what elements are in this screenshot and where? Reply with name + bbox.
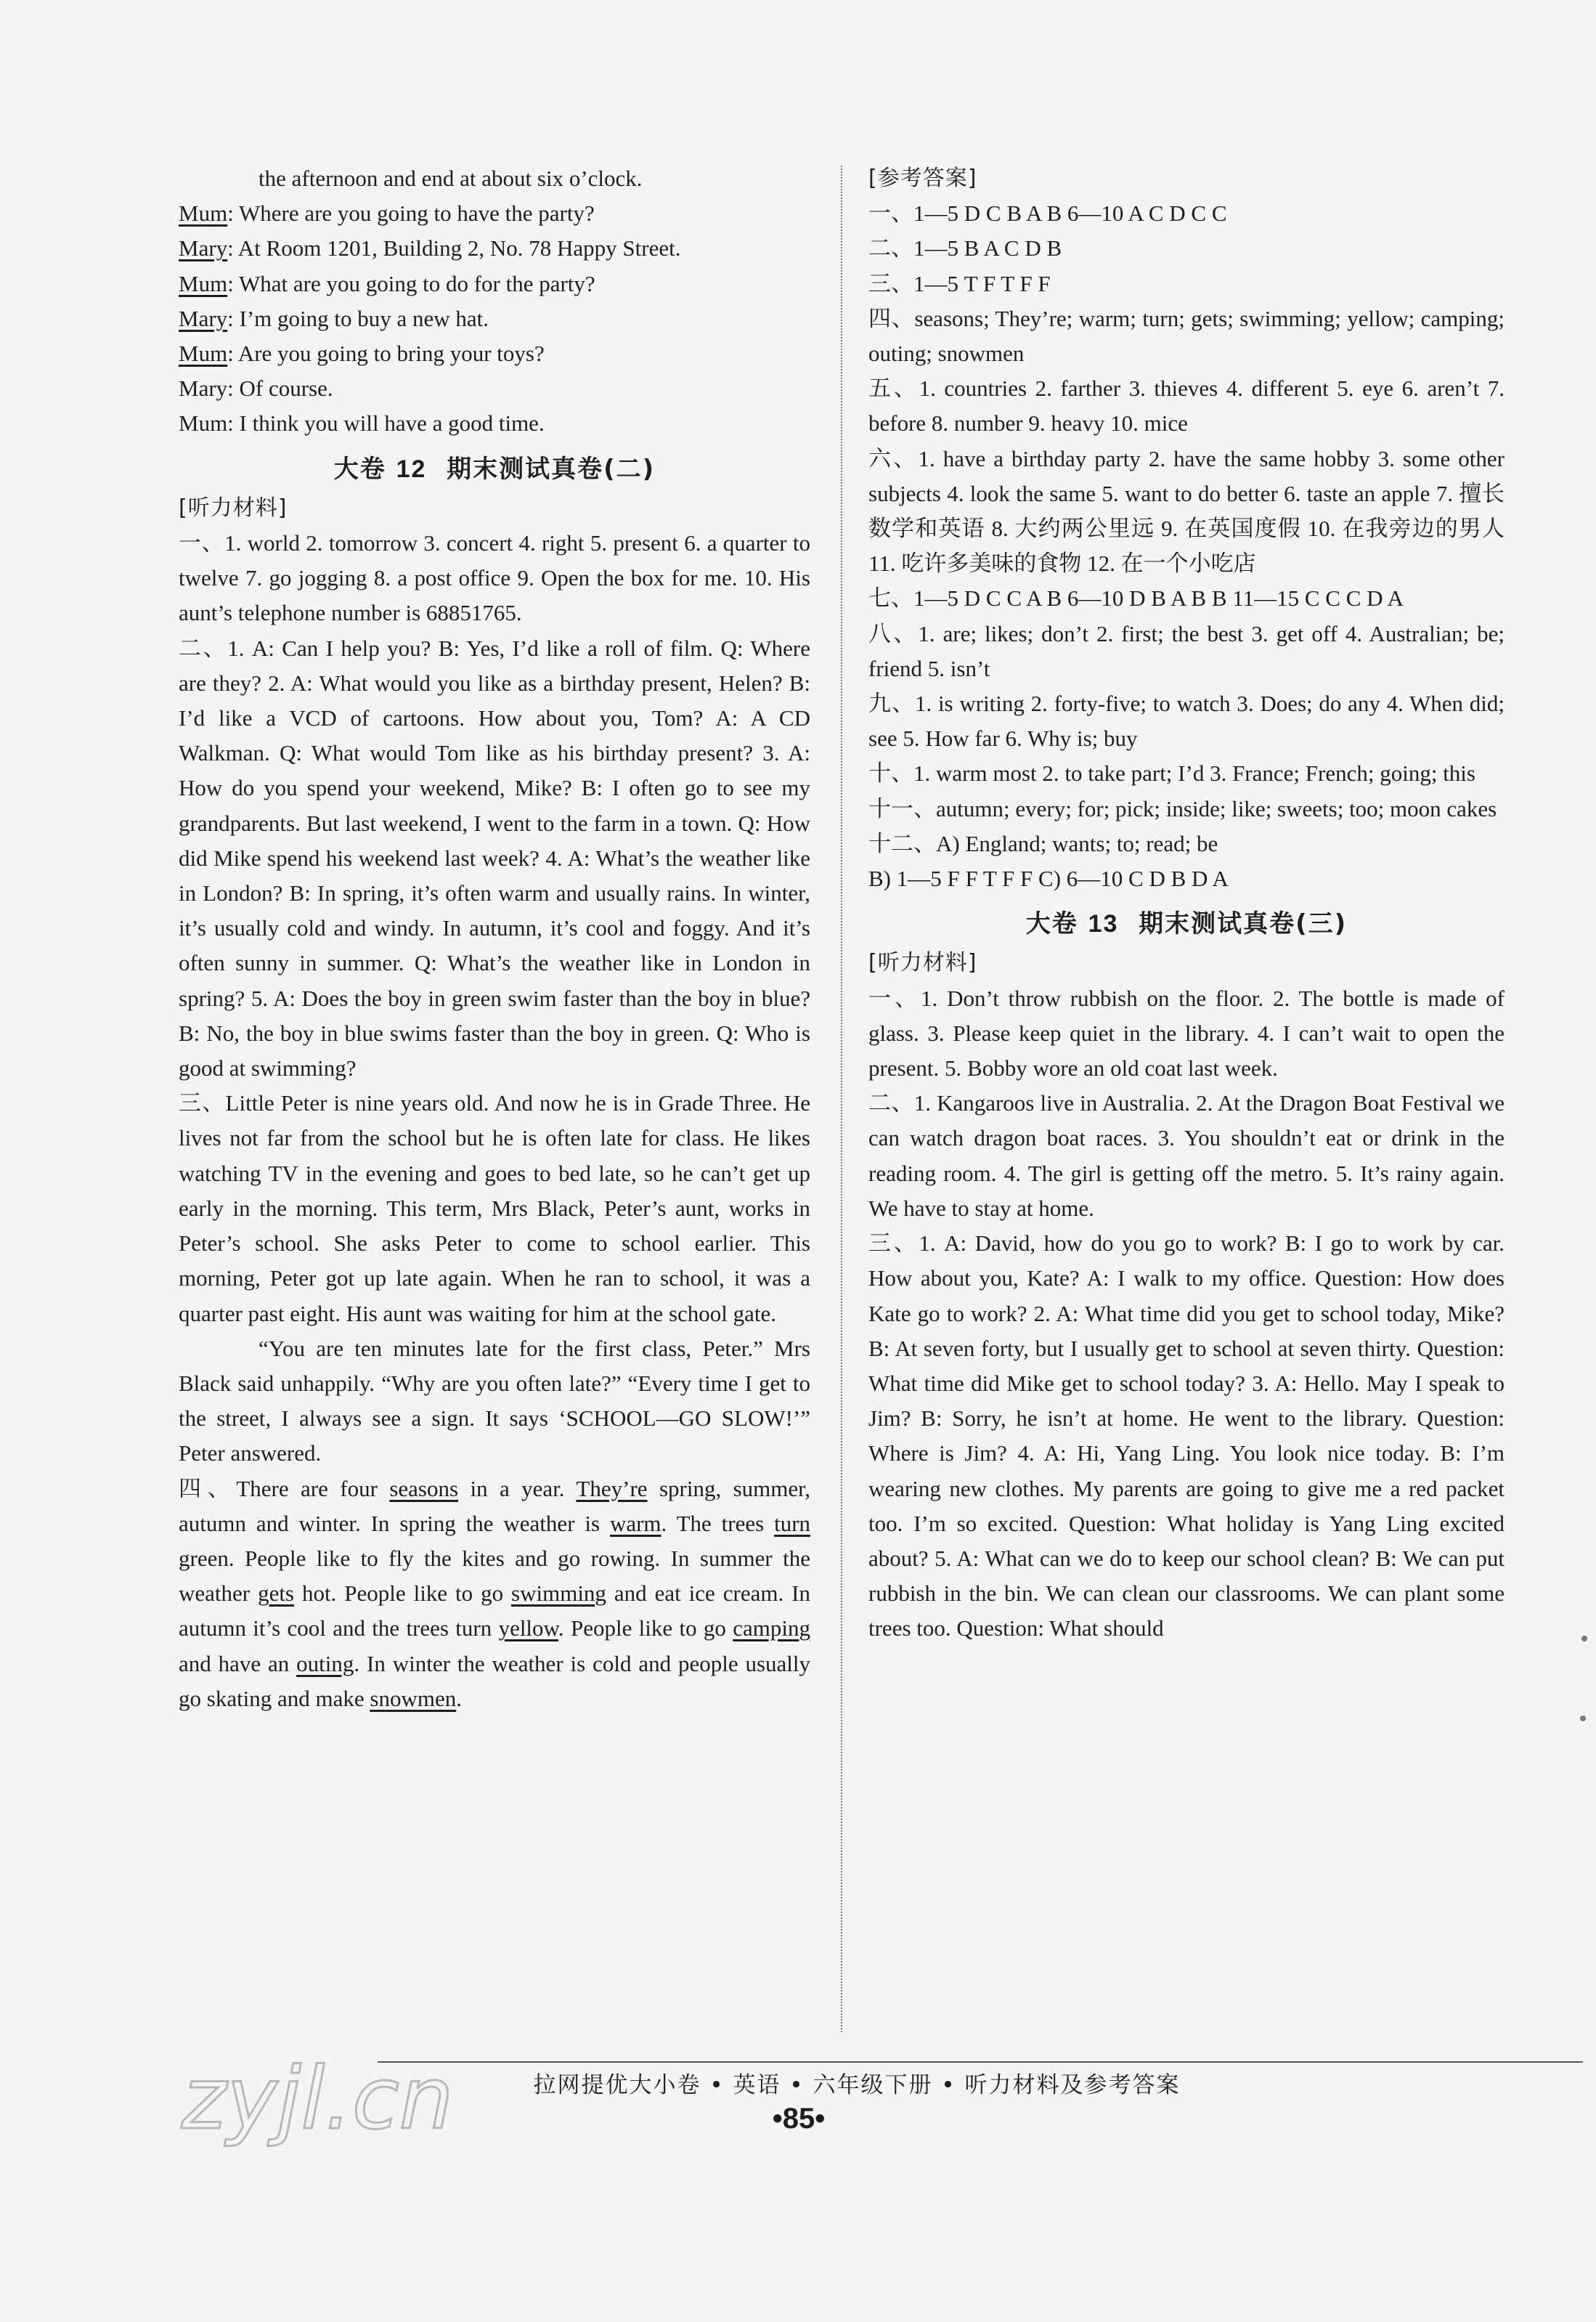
answer-11: 十一、autumn; every; for; pick; inside; like; sweets; too; moon cakes (868, 795, 1497, 821)
footer-title: 拉网提优大小卷 • 英语 • 六年级下册 • 听力材料及参考答案 (533, 2072, 1181, 2098)
answer-word: camping (733, 1615, 810, 1641)
title-prefix: 大卷 (333, 454, 386, 484)
answer-word: swimming (511, 1580, 606, 1607)
answer-6: 六、1. have a birthday party 2. have the same hobby 3. some other subjects 4. look the same 5. want to do better 6. taste an apple 7. 擅长数学和英语 8. 大约两公里远 9. 在英国度假 10. 在我旁边的男人 11. 吃许多美味的食物 12. 在一个小吃店 (868, 445, 1505, 577)
answer-word: They’re (576, 1475, 648, 1501)
watermark-logo (174, 2055, 654, 2150)
dialogue-line: the afternoon and end at about six o’clock. (258, 166, 643, 191)
left-column (179, 161, 810, 1716)
listening-part-1: 一、1. world 2. tomorrow 3. concert 4. right 5. present 6. a quarter to twelve 7. go jogging 8. a post office 9. Open the box for me. 10. His aunt’s telephone number is 68851765. (179, 530, 810, 626)
listening-tag: [听力材料] (868, 950, 977, 976)
answer-7: 七、1—5 D C C A B 6—10 D B A B B 11—15 C C C D A (868, 585, 1404, 612)
dialogue-line (179, 336, 810, 371)
text: . The trees (661, 1510, 775, 1536)
dialogue-line: Mum: I think you will have a good time. (179, 410, 545, 437)
line-text: : At Room 1201, Building 2, No. 78 Happy Street. (227, 235, 681, 261)
answer-word: snowmen (370, 1685, 457, 1711)
dialogue-line (179, 231, 810, 266)
dialogue-line (179, 301, 810, 336)
answer-12: 十二、A) England; wants; to; read; be (868, 830, 1218, 856)
title-prefix: 大卷 (1025, 909, 1078, 939)
scan-mark (1581, 1636, 1587, 1641)
speaker: Mum (179, 200, 228, 227)
listening-part-4 (179, 1471, 810, 1716)
text: and eat ice cream. In autumn it’s cool and the trees turn (179, 1580, 810, 1641)
section-title (868, 906, 1505, 941)
title-text: 期末测试真卷(二) (447, 454, 656, 484)
speaker: Mary (179, 305, 228, 331)
dialogue-line (179, 196, 810, 231)
watermark-text: zyjl.cn (182, 2055, 454, 2148)
text: . (456, 1685, 463, 1711)
answer-4: 四、seasons; They’re; warm; turn; gets; swimming; yellow; camping; outing; snowmen (868, 305, 1505, 367)
answer-word: gets (258, 1580, 294, 1607)
speaker: Mum (179, 270, 228, 296)
text: hot. People like to go (294, 1580, 512, 1607)
answer-2: 二、1—5 B A C D B (868, 235, 1062, 261)
listening-part-3: 三、Little Peter is nine years old. And now he is in Grade Three. He lives not far from the school but he is often late for class. He likes watching TV in the evening and goes to bed late, so he can’t get up early in the morning. This term, Mrs Black, Peter’s aunt, works in Peter’s school. She asks Peter to come to school earlier. This morning, Peter got up late again. When he ran to school, it was a quarter past eight. His aunt was waiting for him at the school gate. (179, 1090, 810, 1326)
dialogue-line: Mary: Of course. (179, 376, 333, 402)
speaker: Mary (179, 235, 228, 261)
right-column (868, 161, 1505, 1647)
line-text: : Where are you going to have the party? (227, 200, 595, 227)
text: . People like to go (558, 1615, 733, 1641)
text: . In winter the weather is cold and people usually go skating and make (179, 1650, 810, 1711)
text: spring, summer, autumn and winter. In spring the weather is (179, 1475, 810, 1536)
answer-word: warm (609, 1510, 661, 1536)
answer-word: outing (296, 1650, 354, 1676)
answer-12b: B) 1—5 F F T F F C) 6—10 C D B D A (868, 866, 1229, 892)
text: 四、There are four (179, 1475, 390, 1501)
answer-3: 三、1—5 T F T F F (868, 270, 1051, 296)
answer-8: 八、1. are; likes; don’t 2. first; the best 3. get off 4. Australian; be; friend 5. isn’t (868, 620, 1505, 681)
title-number: 12 (396, 455, 427, 483)
answers-tag: [参考答案] (868, 166, 977, 191)
listening-part-3: 三、1. A: David, how do you go to work? B: I go to work by car. How about you, Kate? A: I walk to my office. Question: How does Kate go to work? 2. A: What time did you get to school today, Mike? B: At seven forty, but I usually get to school at seven thirty. Question: What time did Mike get to school today? 3. A: Hello. May I speak to Jim? B: Sorry, he isn’t at home. He went to the library. Question: Where is Jim? 4. A: Hi, Yang Ling. You look nice today. B: I’m wearing new clothes. My parents are going to give me a red packet too. I’m so excited. Question: What holiday is Yang Ling excited about? 5. A: What can we do to keep our school clean? B: We can put rubbish in the bin. We can clean our classrooms. We can plant some trees too. Question: What should (868, 1230, 1505, 1641)
dialogue-line (179, 267, 810, 301)
section-title (179, 452, 810, 487)
text: and have an (179, 1650, 297, 1676)
line-text: : I’m going to buy a new hat. (227, 305, 489, 331)
listening-tag: [听力材料] (179, 495, 288, 521)
scan-mark (1580, 1716, 1586, 1721)
answer-1: 一、1—5 D C B A B 6—10 A C D C C (868, 200, 1227, 227)
speaker: Mum (179, 341, 228, 367)
text: green. People like to fly the kites and go rowing. In summer the weather (179, 1545, 810, 1607)
listening-part-2: 二、1. A: Can I help you? B: Yes, I’d like a roll of film. Q: Where are they? 2. A: What would you like as a birthday present, Helen? B: I’d like a VCD of cartoons. How about you, Tom? A: A CD Walkman. Q: What would Tom like as his birthday present? 3. A: How do you spend your weekend, Mike? B: I often go to see my grandparents. But last weekend, I went to the farm in a town. Q: How did Mike spend his weekend last week? 4. A: What’s the weather like in London? B: In spring, it’s often warm and usually rains. In winter, it’s usually cold and windy. In autumn, it’s cool and foggy. And it’s often sunny in summer. Q: What’s the weather like in London in spring? 5. A: Does the boy in green swim faster than the boy in blue? B: No, the boy in blue swims faster than the boy in green. Q: Who is good at swimming? (179, 635, 810, 1081)
answer-10: 十、1. warm most 2. to take part; I’d 3. France; French; going; this (868, 760, 1475, 787)
answer-5: 五、1. countries 2. farther 3. thieves 4. different 5. eye 6. aren’t 7. before 8. number 9. heavy 10. mice (868, 376, 1505, 437)
text: in a year. (458, 1475, 577, 1501)
title-number: 13 (1088, 910, 1119, 938)
title-text: 期末测试真卷(三) (1139, 909, 1348, 939)
listening-part-1: 一、1. Don’t throw rubbish on the floor. 2. The bottle is made of glass. 3. Please keep quiet in the library. 4. I can’t wait to open the present. 5. Bobby wore an old coat last week. (868, 985, 1505, 1081)
answer-word: yellow (498, 1615, 558, 1641)
column-divider (841, 166, 842, 2032)
answer-word: seasons (389, 1475, 459, 1501)
answer-9: 九、1. is writing 2. forty-five; to watch 3. Does; do any 4. When did; see 5. How far 6. Why is; buy (868, 691, 1505, 752)
answer-word: turn (774, 1510, 811, 1536)
line-text: : What are you going to do for the party? (227, 270, 595, 296)
listening-part-3-cont: “You are ten minutes late for the first class, Peter.” Mrs Black said unhappily. “Why are you often late?” “Every time I get to the street, I always see a sign. It says ‘SCHOOL—GO SLOW!’” Peter answered. (179, 1335, 810, 1466)
page-number: •85• (772, 2103, 826, 2135)
listening-part-2: 二、1. Kangaroos live in Australia. 2. At the Dragon Boat Festival we can watch dragon boat races. 3. You shouldn’t eat or drink in the reading room. 4. The girl is getting off the metro. 5. It’s rainy again. We have to stay at home. (868, 1090, 1505, 1221)
line-text: : Are you going to bring your toys? (227, 341, 545, 367)
